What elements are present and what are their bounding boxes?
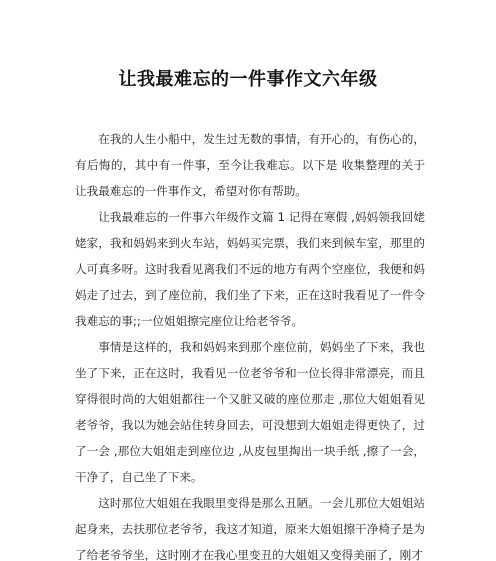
paragraph-3: 这时那位大姐姐在我眼里变得是那么丑陋。一会儿那位大姐姐站起身来，去扶那位老爷爷，我这才知道，原来大姐姐擦干净椅子是为了给老爷爷坐，这时刚才在我心里变丑的大姐姐又变得美丽了，刚才 <box>75 496 425 561</box>
paragraph-1: 让我最难忘的一件事六年级作文篇 1 记得在寒假 ,妈妈领我回姥姥家，我和妈妈来到火车站，妈妈买完票，我们来到候车室，那里的人可真多呀。这时我看见离我们不远的地方有两个空座位，我便和妈妈走了过去，到了座位前，我们坐了下来，正在这时我看见了一件令我难忘的事;;一位姐姐擦完座位让给老爷爷。 <box>75 210 425 328</box>
paragraph-2: 事情是这样的，我和妈妈来到那个座位前，妈妈坐了下来，我也坐了下来，正在这时，我看见一位老爷爷和一位长得非常漂亮，而且穿得很时尚的大姐姐都往一个又脏又破的座位那走 ,那位大姐姐看见老爷爷，我以为她会站住转身回去，可没想到大姐姐走得更快了，过了一会 ,那位大姐姐走到座位边 ,从皮包里掏出一块手纸 ,擦了一会，干净了，自己坐了下来。 <box>75 340 425 484</box>
paragraph-intro: 在我的人生小船中，发生过无数的事情，有开心的，有伤心的，有后悔的，其中有一件事，至今让我难忘。以下是 收集整理的关于让我最难忘的一件事作文，希望对你有帮助。 <box>75 132 425 198</box>
article-body <box>75 126 425 561</box>
article-title: 让我最难忘的一件事作文六年级 <box>118 69 378 90</box>
